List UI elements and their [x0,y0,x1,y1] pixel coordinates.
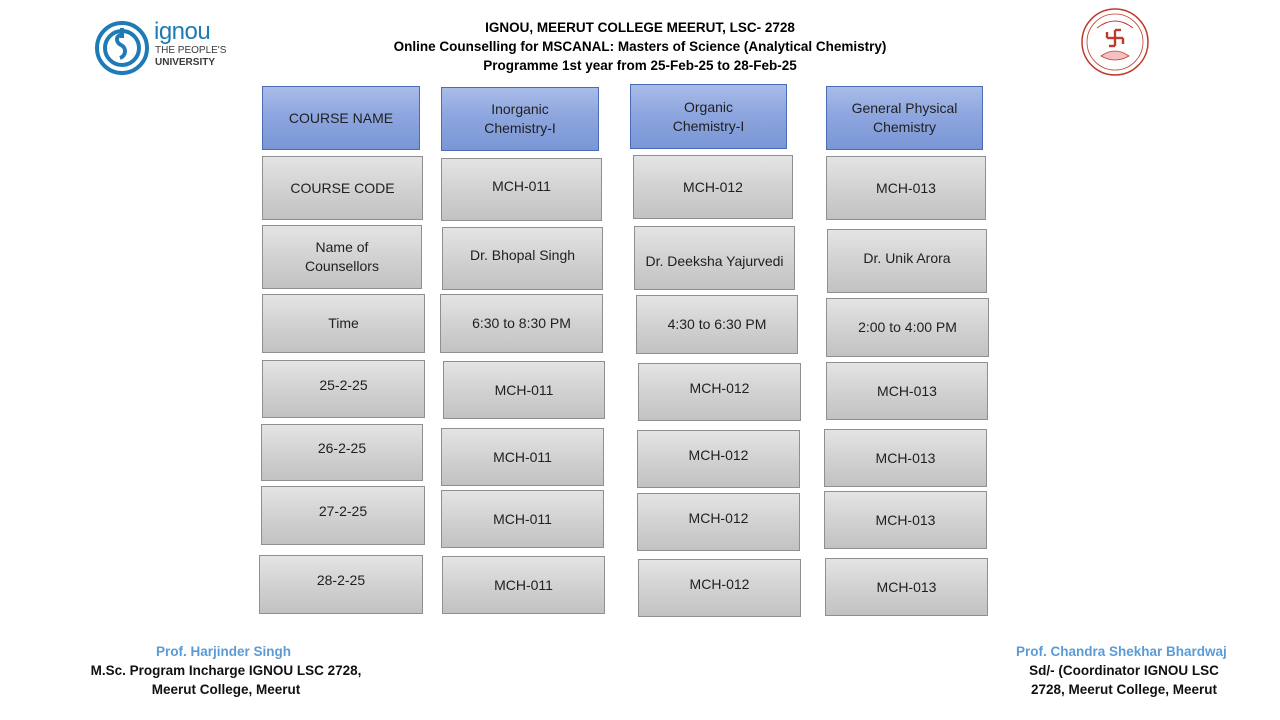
date-cell: 28-2-25 [259,555,423,614]
session-cell: MCH-011 [441,428,604,486]
session-cell: MCH-011 [443,361,605,419]
time-cell: 4:30 to 6:30 PM [636,295,798,354]
course-code-cell: MCH-011 [441,158,602,221]
ignou-tagline-1: THE PEOPLE'S [155,45,227,56]
course-code-cell: MCH-013 [826,156,986,220]
date-cell: 26-2-25 [261,424,423,481]
header-line-3: Programme 1st year from 25-Feb-25 to 28-Feb-25 [483,58,797,73]
session-cell: MCH-012 [637,493,800,551]
date-cell: 25-2-25 [262,360,425,418]
session-cell: MCH-011 [442,556,605,614]
session-cell: MCH-012 [637,430,800,488]
right-signatory-institution: 2728, Meerut College, Meerut [1030,682,1218,697]
session-cell: MCH-011 [441,490,604,548]
left-signatory-institution: Meerut College, Meerut [151,682,301,697]
session-cell: MCH-012 [638,363,801,421]
counsellor-name-cell: Dr. Unik Arora [827,229,987,293]
course-name-organic: Organic Chemistry-I [630,84,787,149]
row-label-counsellors: Name of Counsellors [262,225,422,289]
time-cell: 6:30 to 8:30 PM [440,294,603,353]
ignou-brand-text: ignou [154,18,211,45]
date-cell: 27-2-25 [261,486,425,545]
row-label-time: Time [262,294,425,353]
row-label-course-code: COURSE CODE [262,156,423,220]
session-cell: MCH-013 [824,429,987,487]
ignou-logo [94,18,234,76]
meerut-college-emblem-icon [1079,6,1151,78]
course-code-cell: MCH-012 [633,155,793,219]
right-signatory-name: Prof. Chandra Shekhar Bhardwaj [1016,644,1227,659]
ignou-logo-icon [94,20,150,76]
header-line-1: IGNOU, MEERUT COLLEGE MEERUT, LSC- 2728 [485,20,795,35]
course-name-inorganic: Inorganic Chemistry-I [441,87,599,151]
session-cell: MCH-013 [824,491,987,549]
header-line-2: Online Counselling for MSCANAL: Masters of Science (Analytical Chemistry) [393,39,887,54]
page-header [330,18,950,75]
session-cell: MCH-013 [826,362,988,420]
course-name-physical: General Physical Chemistry [826,86,983,150]
session-cell: MCH-013 [825,558,988,616]
left-signatory-title: M.Sc. Program Incharge IGNOU LSC 2728, [90,663,362,678]
session-cell: MCH-012 [638,559,801,617]
left-signatory-name: Prof. Harjinder Singh [156,644,292,659]
row-label-course-name: COURSE NAME [262,86,420,150]
ignou-tagline-2: UNIVERSITY [155,57,216,68]
counsellor-name-cell: Dr. Deeksha Yajurvedi [634,226,795,290]
counsellor-name-cell: Dr. Bhopal Singh [442,227,603,290]
right-signatory-title: Sd/- (Coordinator IGNOU LSC [1029,663,1219,678]
time-cell: 2:00 to 4:00 PM [826,298,989,357]
